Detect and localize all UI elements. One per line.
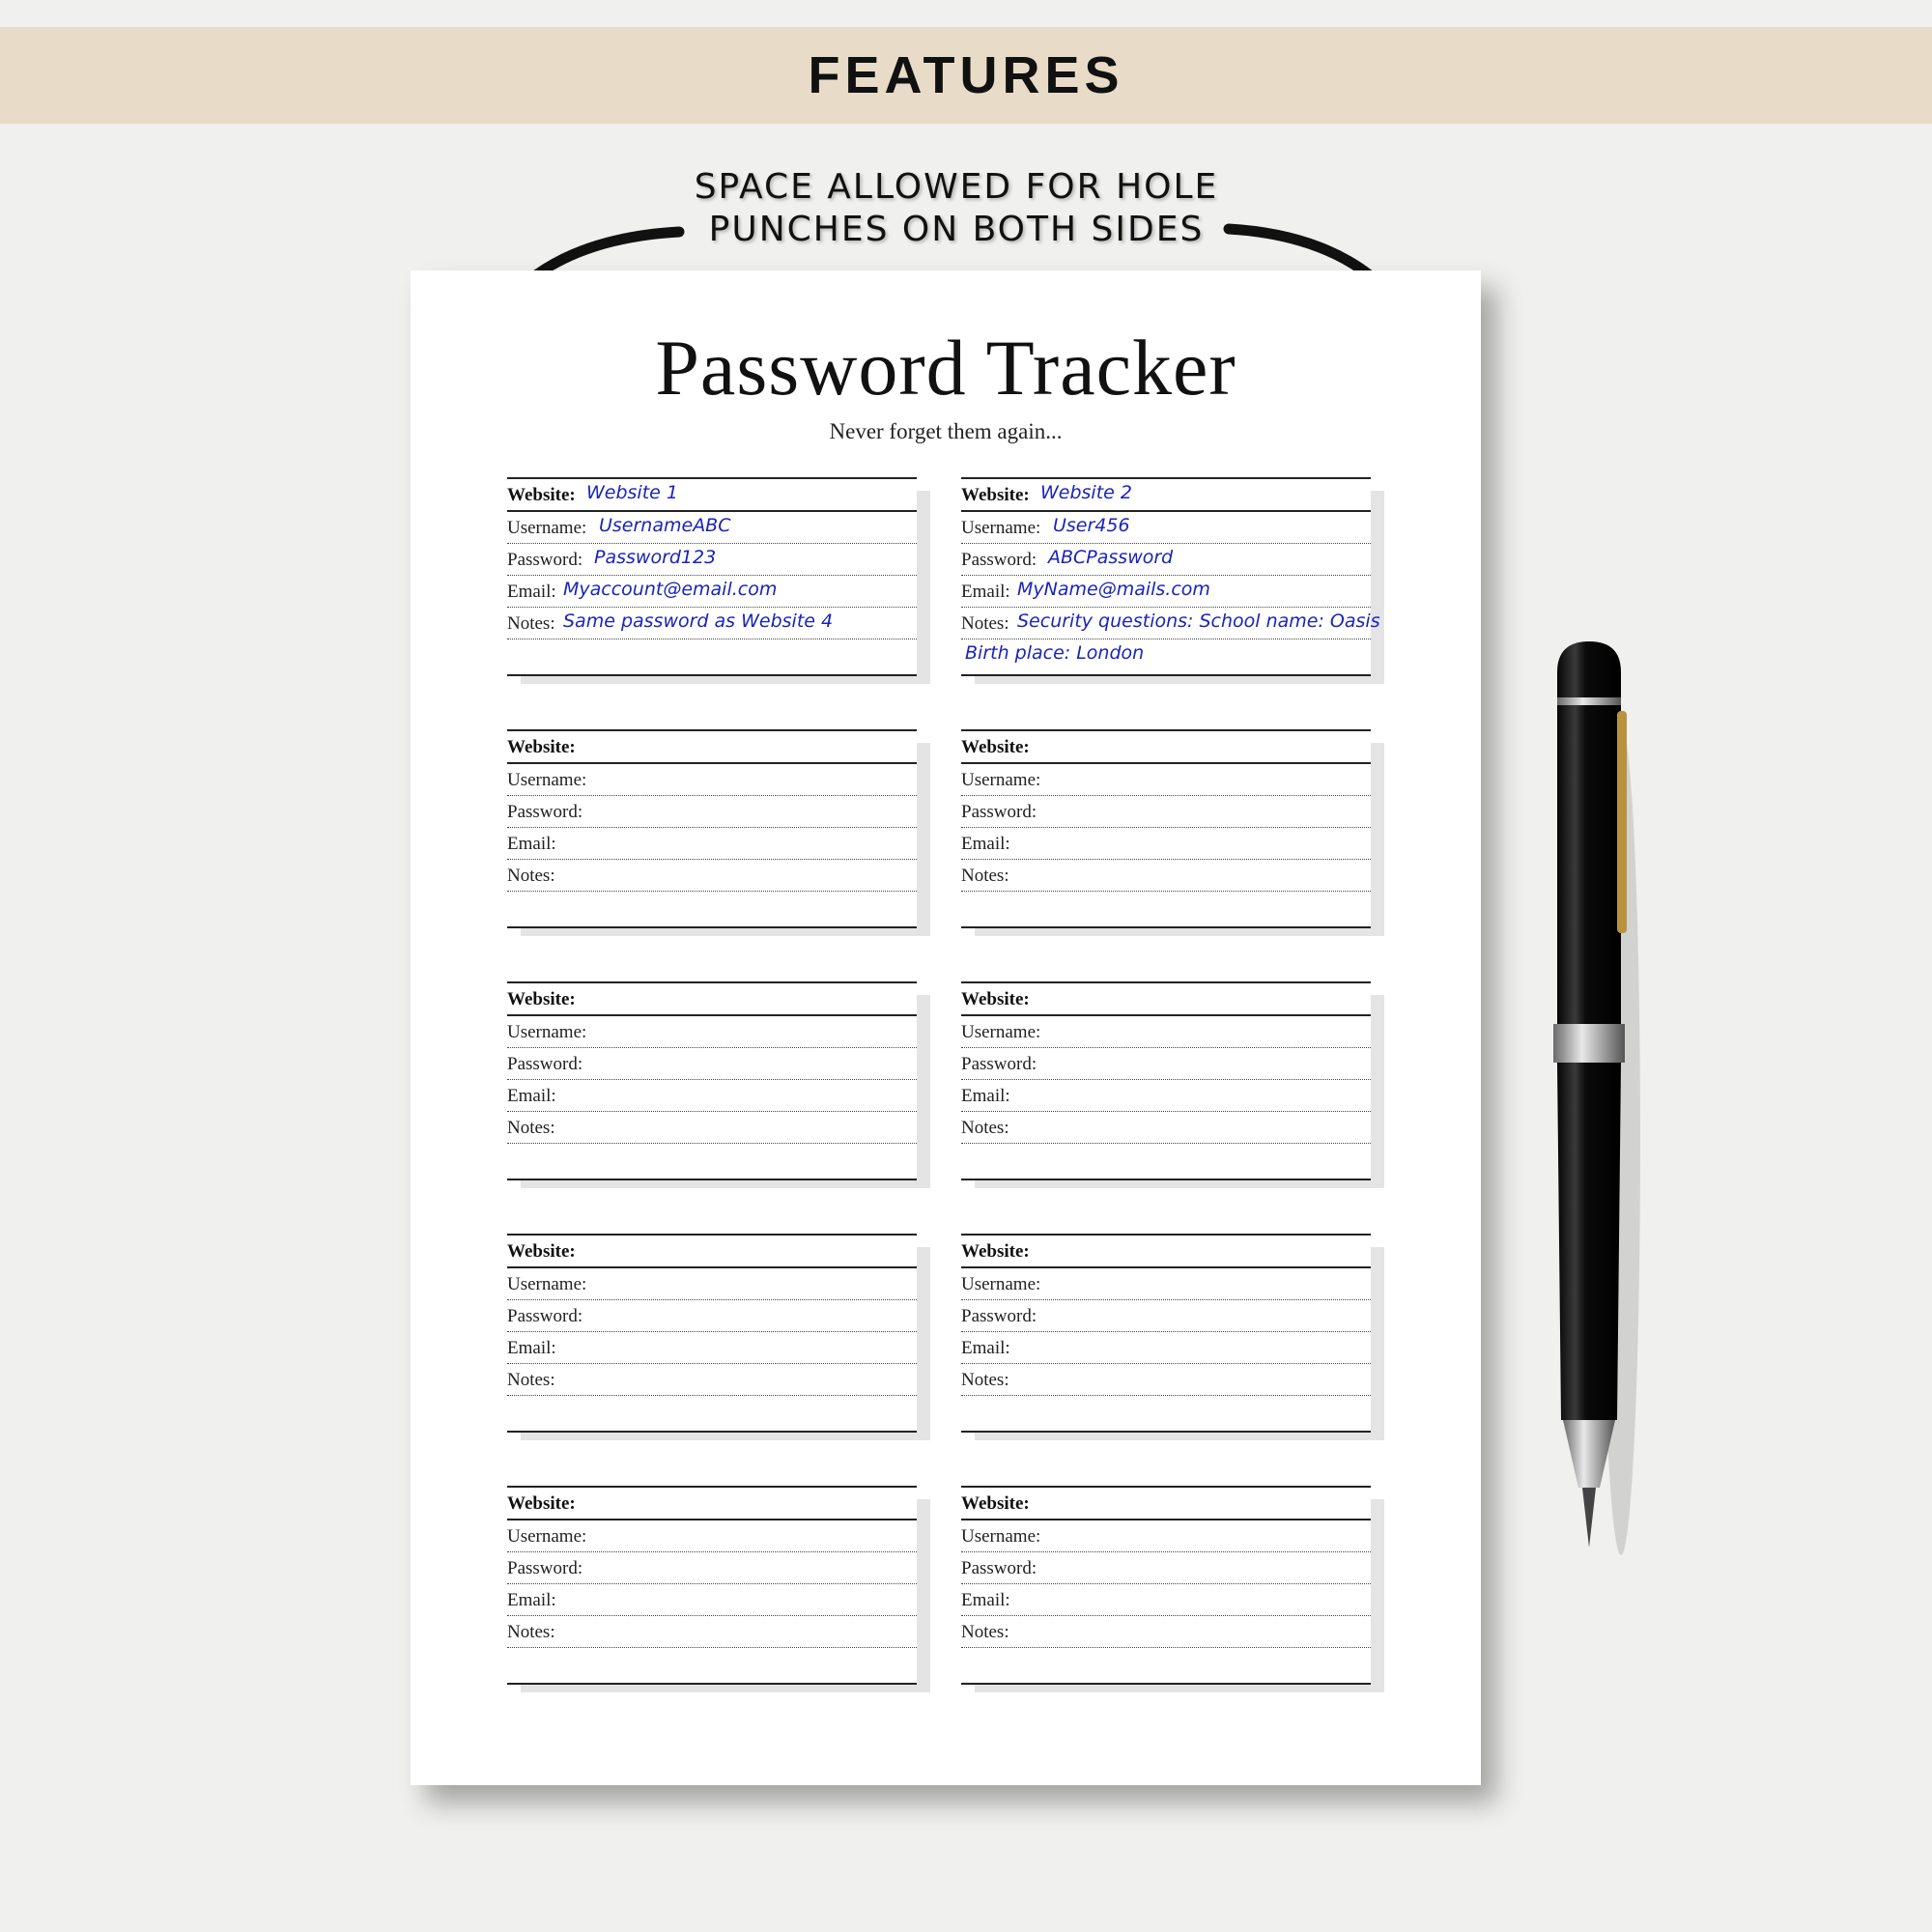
notes-label: Notes: [507, 1370, 555, 1390]
password-row [961, 796, 1371, 828]
email-row [961, 1584, 1371, 1616]
banner-title: FEATURES [808, 46, 1124, 104]
username-label: Username: [961, 1274, 1041, 1294]
notes-label: Notes: [961, 1622, 1009, 1642]
password-label: Password: [961, 1054, 1037, 1074]
website-label: Website: [507, 737, 576, 757]
notes-value[interactable]: Same password as Website 4 [563, 611, 834, 632]
email-label: Email: [961, 834, 1010, 854]
entry-card [507, 981, 917, 1177]
email-value[interactable]: MyName@mails.com [1017, 579, 1210, 600]
password-label: Password: [507, 550, 583, 570]
page-subtitle: Never forget them again... [829, 419, 1063, 443]
notes-continuation-row [507, 1396, 917, 1427]
entry-card [507, 477, 917, 672]
notes-row [961, 1112, 1371, 1144]
website-value[interactable]: Website 2 [1040, 482, 1132, 503]
entry-card [961, 981, 1371, 1177]
card-body [507, 1234, 917, 1433]
notes-continuation-value[interactable]: Birth place: London [965, 642, 1145, 664]
notes-continuation-row [507, 892, 917, 923]
notes-continuation-row [961, 892, 1371, 923]
username-label: Username: [507, 770, 587, 790]
username-label: Username: [507, 518, 587, 538]
password-value[interactable]: ABCPassword [1048, 547, 1174, 568]
entry-card [507, 1234, 917, 1429]
page-title: Password Tracker [655, 324, 1236, 412]
password-row [507, 1552, 917, 1584]
card-body [961, 981, 1371, 1180]
username-label: Username: [961, 1526, 1041, 1547]
website-label: Website: [961, 485, 1030, 505]
entry-card [507, 729, 917, 924]
notes-label: Notes: [961, 613, 1009, 634]
password-row [961, 1300, 1371, 1332]
password-tracker-sheet [411, 270, 1481, 1785]
website-row [961, 1488, 1371, 1520]
email-value[interactable]: Myaccount@email.com [563, 579, 778, 600]
notes-row [507, 860, 917, 892]
card-body [507, 981, 917, 1180]
notes-continuation-row [507, 639, 917, 670]
website-row [507, 479, 917, 512]
password-row [961, 1048, 1371, 1080]
email-row [507, 1080, 917, 1112]
email-row [507, 828, 917, 860]
username-row [507, 512, 917, 544]
entry-card [961, 1486, 1371, 1681]
email-label: Email: [507, 1086, 556, 1106]
notes-value[interactable]: Security questions: School name: Oasis [1017, 611, 1380, 632]
website-value[interactable]: Website 1 [586, 482, 678, 503]
entry-card [961, 1234, 1371, 1429]
username-label: Username: [961, 770, 1041, 790]
website-label: Website: [507, 1493, 576, 1514]
username-label: Username: [507, 1274, 587, 1294]
notes-continuation-row [507, 1648, 917, 1679]
card-body [961, 729, 1371, 928]
email-row [961, 576, 1371, 608]
password-label: Password: [961, 550, 1037, 570]
website-label: Website: [507, 485, 576, 505]
notes-continuation-row [961, 1396, 1371, 1427]
username-row [961, 764, 1371, 796]
notes-label: Notes: [507, 1622, 555, 1642]
password-row [507, 544, 917, 576]
password-label: Password: [507, 1054, 583, 1074]
password-label: Password: [507, 802, 583, 822]
notes-label: Notes: [507, 1118, 555, 1138]
website-label: Website: [961, 737, 1030, 757]
notes-row [507, 1112, 917, 1144]
email-label: Email: [961, 1086, 1010, 1106]
email-label: Email: [507, 1590, 556, 1610]
notes-row [961, 1616, 1371, 1648]
password-label: Password: [507, 1558, 583, 1578]
username-row [961, 512, 1371, 544]
website-label: Website: [961, 1241, 1030, 1262]
website-row [507, 983, 917, 1016]
password-value[interactable]: Password123 [594, 547, 717, 568]
callout-line-2: PUNCHES ON BOTH SIDES [708, 210, 1205, 249]
card-body [961, 477, 1380, 676]
website-row [507, 1236, 917, 1268]
pen-icon [1546, 638, 1652, 1565]
password-row [961, 1552, 1371, 1584]
username-row [507, 764, 917, 796]
password-row [961, 544, 1371, 576]
card-body [507, 1486, 917, 1685]
password-label: Password: [961, 1558, 1037, 1578]
callout-line-1: SPACE ALLOWED FOR HOLE [694, 167, 1219, 207]
features-banner [0, 27, 1932, 124]
username-row [961, 1016, 1371, 1048]
card-body [961, 1234, 1371, 1433]
username-label: Username: [961, 518, 1041, 538]
email-row [961, 828, 1371, 860]
card-body [507, 729, 917, 928]
username-row [507, 1268, 917, 1300]
password-row [507, 796, 917, 828]
password-label: Password: [961, 1306, 1037, 1326]
notes-label: Notes: [507, 866, 555, 886]
website-label: Website: [961, 1493, 1030, 1514]
notes-row [507, 1616, 917, 1648]
username-label: Username: [507, 1022, 587, 1042]
username-row [961, 1520, 1371, 1552]
email-row [507, 1332, 917, 1364]
email-row [507, 576, 917, 608]
email-label: Email: [507, 1338, 556, 1358]
notes-label: Notes: [961, 866, 1009, 886]
username-row [961, 1268, 1371, 1300]
website-row [961, 479, 1371, 512]
notes-label: Notes: [961, 1118, 1009, 1138]
username-row [507, 1520, 917, 1552]
website-label: Website: [507, 1241, 576, 1262]
notes-label: Notes: [507, 613, 555, 634]
password-row [507, 1300, 917, 1332]
notes-label: Notes: [961, 1370, 1009, 1390]
website-row [961, 983, 1371, 1016]
username-row [507, 1016, 917, 1048]
notes-row [961, 1364, 1371, 1396]
notes-continuation-row [961, 1648, 1371, 1679]
notes-continuation-row [507, 1144, 917, 1175]
website-row [961, 731, 1371, 764]
username-label: Username: [961, 1022, 1041, 1042]
notes-row [507, 1364, 917, 1396]
notes-row [961, 860, 1371, 892]
email-row [961, 1080, 1371, 1112]
email-label: Email: [507, 834, 556, 854]
username-value[interactable]: UsernameABC [599, 515, 731, 536]
password-row [507, 1048, 917, 1080]
username-value[interactable]: User456 [1053, 515, 1130, 536]
email-label: Email: [961, 582, 1010, 602]
notes-row [507, 608, 917, 639]
website-row [507, 731, 917, 764]
card-body [507, 477, 917, 676]
password-label: Password: [961, 802, 1037, 822]
card-body [961, 1486, 1371, 1685]
website-row [507, 1488, 917, 1520]
notes-continuation-row [961, 639, 1371, 670]
hole-punch-callout [628, 166, 1285, 251]
email-label: Email: [961, 1338, 1010, 1358]
website-row [961, 1236, 1371, 1268]
entry-card [507, 1486, 917, 1681]
entry-card [961, 477, 1380, 672]
email-row [507, 1584, 917, 1616]
entry-card [961, 729, 1371, 924]
website-label: Website: [961, 989, 1030, 1009]
notes-continuation-row [961, 1144, 1371, 1175]
username-label: Username: [507, 1526, 587, 1547]
email-label: Email: [507, 582, 556, 602]
email-label: Email: [961, 1590, 1010, 1610]
notes-row [961, 608, 1380, 639]
password-label: Password: [507, 1306, 583, 1326]
website-label: Website: [507, 989, 576, 1009]
email-row [961, 1332, 1371, 1364]
